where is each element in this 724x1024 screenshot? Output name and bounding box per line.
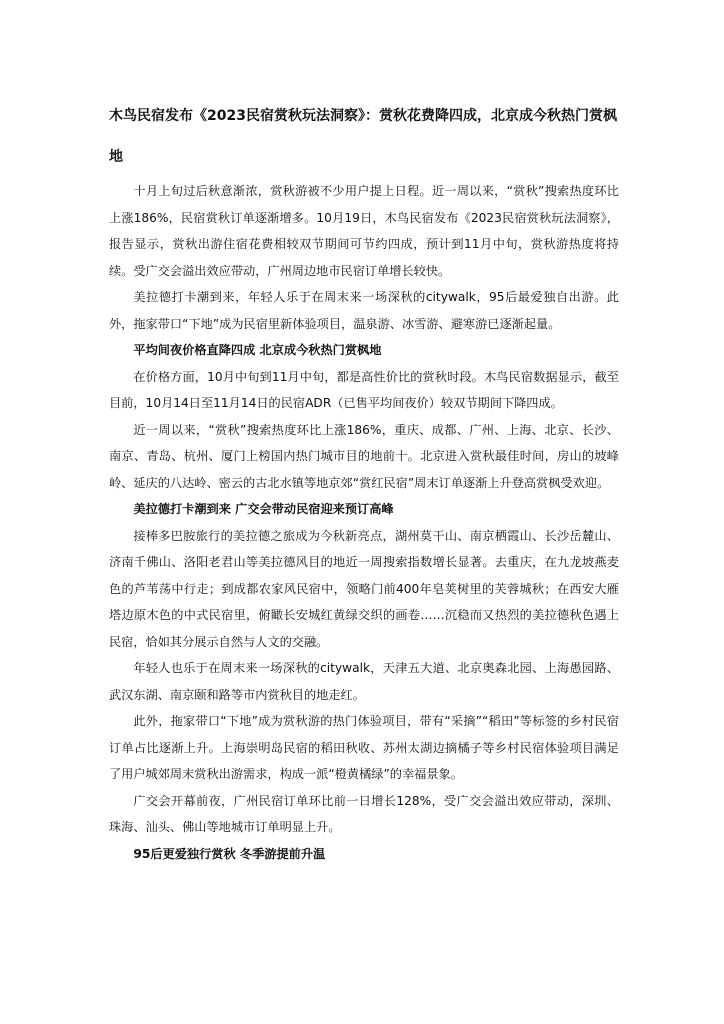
paragraph-destinations: 近一周以来，“赏秋”搜索热度环比上涨186%，重庆、成都、广州、上海、北京、长沙、南京、青岛、杭州、厦门上榜国内热门城市目的地前十。北京进入赏秋最佳时间，房山的坡峰岭、延庆的八达岭、密云的古北水镇等地京郊“赏红民宿”周末订单逐渐上升登高赏枫受欢迎。 — [109, 422, 619, 490]
section-heading-price: 平均间夜价格直降四成 北京成今秋热门赏枫地 — [133, 343, 382, 357]
paragraph-canton-fair: 广交会开幕前夜，广州民宿订单环比前一日增长128%，受广交会溢出效应带动，深圳、珠海、汕头、佛山等地城市订单明显上升。 — [109, 793, 619, 834]
section-heading-solo-travel: 95后更爱独行赏秋 冬季游提前升温 — [133, 846, 326, 861]
article — [109, 96, 619, 867]
paragraph-intro: 十月上旬过后秋意渐浓，赏秋游被不少用户提上日程。近一周以来，“赏秋”搜索热度环比上涨186%，民宿赏秋订单逐渐增多。10月19日，木鸟民宿发布《2023民宿赏秋玩法洞察》，报告显示，赏秋出游住宿花费相较双节期间可节约四成，预计到11月中旬，赏秋游热度将持续。受广交会溢出效应带动，广州周边地市民宿订单增长较快。 — [109, 184, 619, 278]
paragraph-maillard-summary: 美拉德打卡潮到来，年轻人乐于在周末来一场深秋的citywalk，95后最爱独自出游。此外，拖家带口“下地”成为民宿里新体验项目，温泉游、冰雪游、避寒游已逐渐起量。 — [109, 290, 619, 331]
paragraph-price: 在价格方面，10月中旬到11月中旬，都是高性价比的赏秋时段。木鸟民宿数据显示，截至目前，10月14日至11月14日的民宿ADR（已售平均间夜价）较双节期间下降四成。 — [109, 369, 619, 410]
article-title: 木鸟民宿发布《2023民宿赏秋玩法洞察》：赏秋花费降四成，北京成今秋热门赏枫地 — [109, 108, 617, 165]
section-heading-maillard: 美拉德打卡潮到来 广交会带动民宿迎来预订高峰 — [133, 502, 394, 516]
paragraph-maillard: 接棒多巴胺旅行的美拉德之旅成为今秋新亮点，湖州莫干山、南京栖霞山、长沙岳麓山、济南千佛山、洛阳老君山等美拉德风目的地近一周搜索指数增长显著。去重庆，在九龙坡燕麦色的芦苇荡中行走；到成都农家风民宿中，领略门前400年皂荚树里的芙蓉城秋；在西安大雁塔边原木色的中式民宿里，俯瞰长安城红黄绿交织的画卷……沉稳而又热烈的美拉德秋色遇上民宿，恰如其分展示自然与人文的交融。 — [109, 528, 619, 649]
paragraph-rural: 此外，拖家带口“下地”成为赏秋游的热门体验项目，带有“采摘”“稻田”等标签的乡村民宿订单占比逐渐上升。上海崇明岛民宿的稻田秋收、苏州太湖边摘橘子等乡村民宿体验项目满足了用户城郊周末赏秋出游需求，构成一派“橙黄橘绿”的幸福景象。 — [109, 714, 619, 781]
paragraph-citywalk: 年轻人也乐于在周末来一场深秋的citywalk，天津五大道、北京奥森北园、上海愚园路、武汉东湖、南京颐和路等市内赏秋目的地走红。 — [109, 661, 619, 702]
